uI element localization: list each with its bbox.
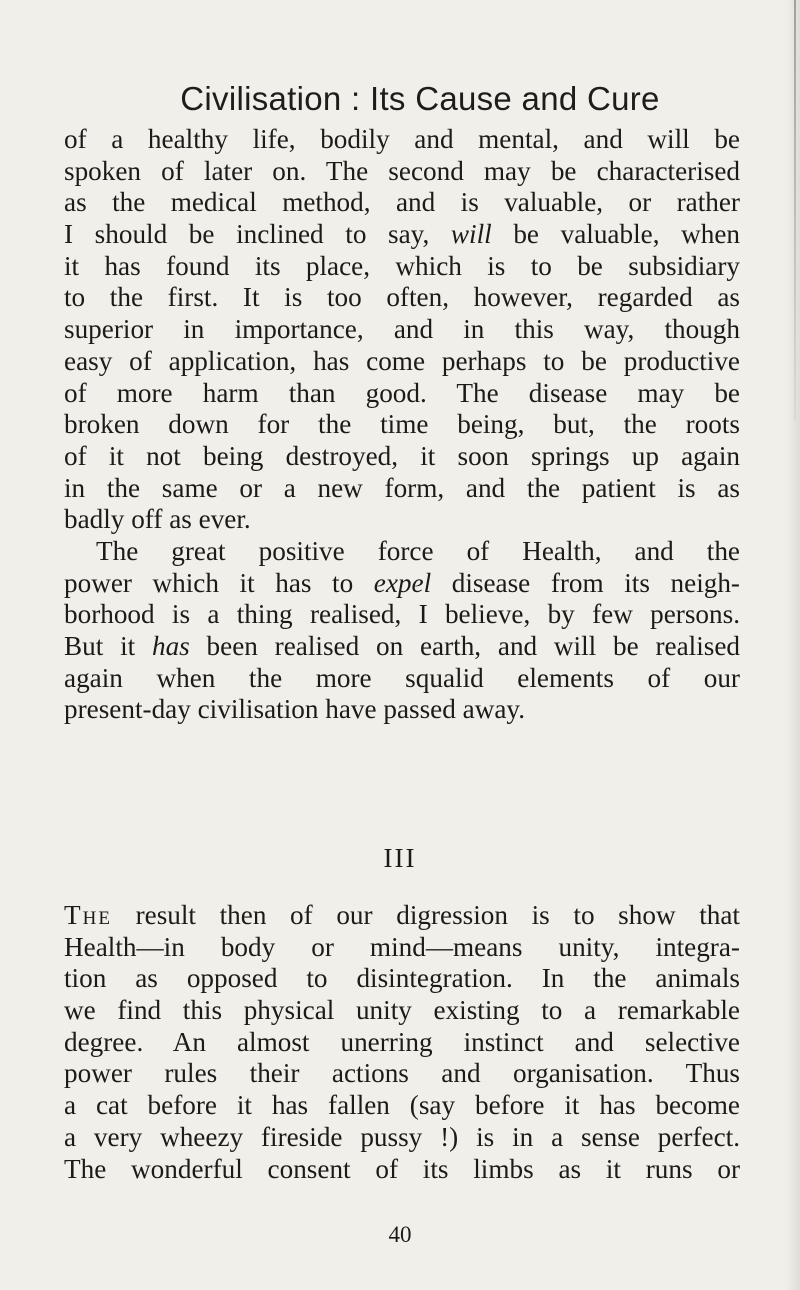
text-line: again when the more squalid elements of our (64, 662, 740, 693)
italic-word: will (450, 219, 492, 250)
body-text-upper (64, 124, 740, 726)
text-line: to the first. It is too often, however, regarded as (64, 282, 740, 313)
italic-word: expel (373, 567, 432, 598)
text-line: badly off as ever. (64, 504, 251, 535)
text-line: of a healthy life, bodily and mental, and will be (64, 124, 740, 154)
text-line: spoken of later on. The second may be characterised (64, 155, 740, 186)
text-line: power rules their actions and organisation. Thus (64, 1058, 740, 1089)
text-run: disease from its neigh- (431, 567, 740, 598)
text-run: power which it has to (64, 567, 374, 598)
section-number: III (383, 843, 417, 873)
text-line: present-day civilisation have passed away. (64, 694, 526, 725)
text-line: superior in importance, and in this way, though (64, 314, 740, 345)
text-line: degree. An almost unerring instinct and selective (64, 1026, 740, 1057)
text-line: a cat before it has fallen (say before it has become (64, 1090, 740, 1121)
text-line: Health—in body or mind—means unity, integra- (64, 931, 740, 962)
running-head: Civilisation : Its Cause and Cure (180, 80, 660, 117)
text-line (64, 900, 740, 932)
text-line: as the medical method, and is valuable, or rather (64, 187, 740, 218)
page-edge-line (794, 0, 796, 420)
small-caps-opening-word: The (64, 900, 112, 930)
text-line: easy of application, has come perhaps to be productive (64, 345, 740, 376)
text-line (64, 568, 740, 600)
text-line: The wonderful consent of its limbs as it runs or (64, 1153, 740, 1184)
text-line: it has found its place, which is to be subsidiary (64, 250, 740, 281)
text-line: of more harm than good. The disease may be (64, 377, 740, 408)
text-run: But it (64, 631, 152, 661)
text-line (64, 219, 740, 251)
text-run: be valuable, when (491, 219, 741, 250)
text-line: in the same or a new form, and the patient is as (64, 472, 740, 503)
italic-word: has (151, 631, 190, 661)
page-edge-shadow (786, 0, 800, 1290)
text-line: of it not being destroyed, it soon springs up again (64, 440, 740, 471)
text-line: tion as opposed to disintegration. In the animals (64, 963, 740, 994)
text-run: result then of our digression is to show that (111, 900, 740, 930)
text-line: borhood is a thing realised, I believe, by few persons. (64, 599, 740, 630)
text-line: broken down for the time being, but, the roots (64, 409, 740, 440)
text-line: The great positive force of Health, and the (96, 535, 740, 566)
page-number: 40 (388, 1222, 412, 1247)
text-line (64, 631, 740, 663)
text-line: a very wheezy fireside pussy !) is in a sense perfect. (64, 1121, 740, 1152)
text-run: been realised on earth, and will be realised (189, 631, 740, 661)
text-run: I should be inclined to say, (64, 219, 451, 250)
body-text-lower (64, 900, 740, 1185)
text-line: we find this physical unity existing to a remarkable (64, 995, 740, 1026)
